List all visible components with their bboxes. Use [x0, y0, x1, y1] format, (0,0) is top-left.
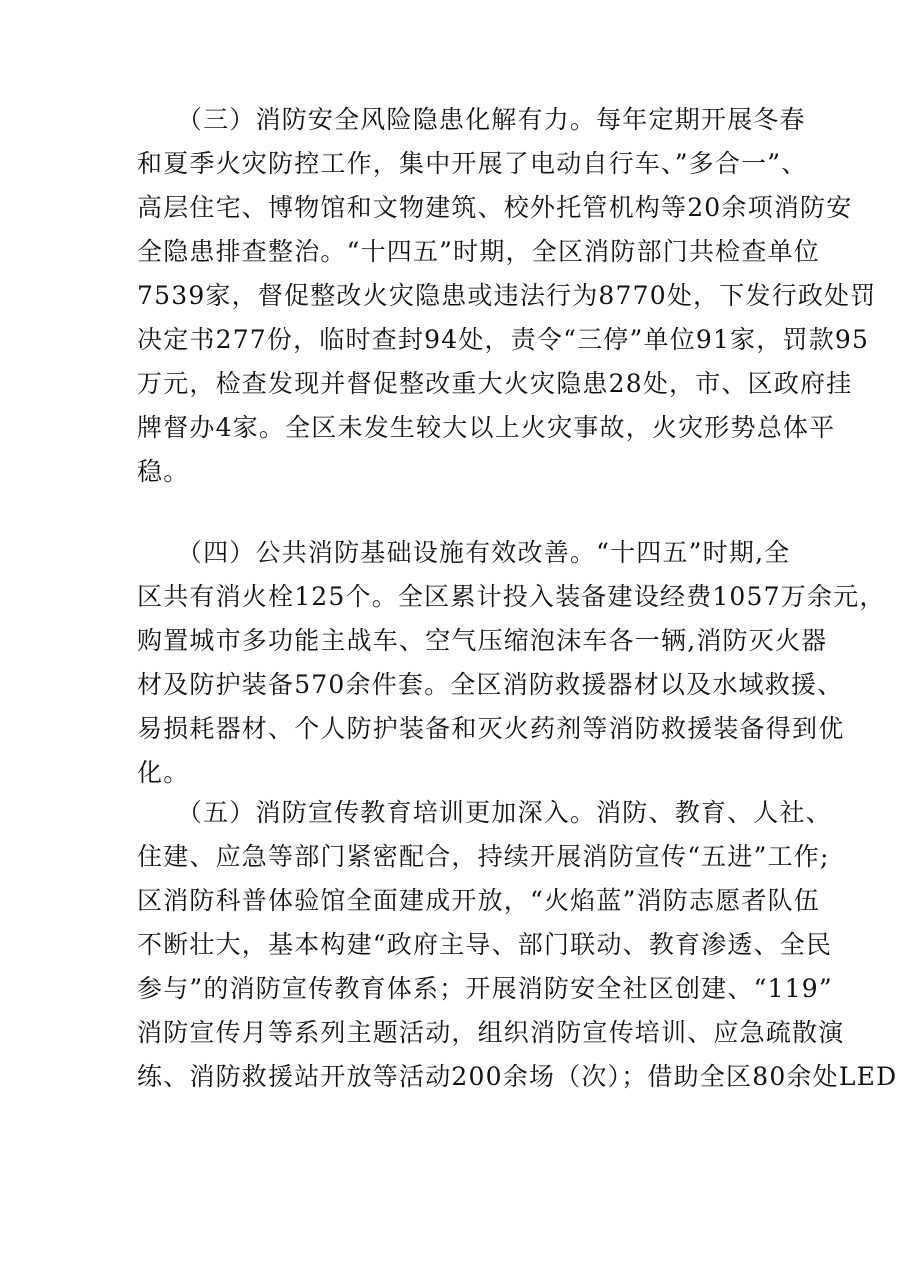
- text-line: 不断壮大，基本构建“政府主导、部门联动、教育渗透、全民: [137, 930, 833, 959]
- text-line: 购置城市多功能主战车、空气压缩泡沫车各一辆,消防灭火器: [137, 626, 828, 655]
- text-line: 住建、应急等部门紧密配合，持续开展消防宣传“五进”工作;: [137, 842, 830, 871]
- text-line: 消防宣传月等系列主题活动，组织消防宣传培训、应急疏散演: [137, 1018, 845, 1047]
- paragraph-public-facilities: [137, 531, 886, 795]
- text-line: 和夏季火灾防控工作，集中开展了电动自行车、”多合一”、: [137, 149, 808, 178]
- text-line: （四）公共消防基础设施有效改善。“十四五”时期,全: [137, 538, 791, 567]
- paragraph-education-training: [137, 791, 898, 1099]
- text-line: 区共有消火栓125个。全区累计投入装备建设经费1057万余元，: [137, 582, 886, 611]
- text-line: 高层住宅、博物馆和文物建筑、校外托管机构等20余项消防安: [137, 193, 853, 222]
- text-line: （三）消防安全风险隐患化解有力。每年定期开展冬春: [137, 105, 806, 134]
- text-line: 化。: [137, 758, 190, 787]
- paragraph-fire-risk: [137, 98, 877, 494]
- text-line: （五）消防宣传教育培训更加深入。消防、教育、人社、: [137, 798, 832, 827]
- text-line: 区消防科普体验馆全面建成开放，“火焰蓝”消防志愿者队伍: [137, 886, 820, 915]
- text-line: 万元，检查发现并督促整改重大火灾隐患28处，市、区政府挂: [137, 369, 853, 398]
- text-line: 全隐患排查整治。“十四五”时期，全区消防部门共检查单位: [137, 237, 820, 266]
- text-line: 材及防护装备570余件套。全区消防救援器材以及水域救援、: [137, 670, 844, 699]
- text-line: 决定书277份，临时查封94处，责令“三停”单位91家，罚款95: [137, 325, 870, 354]
- text-line: 牌督办4家。全区未发生较大以上火灾事故，火灾形势总体平: [137, 413, 836, 442]
- text-line: 7539家，督促整改火灾隐患或违法行为8770处，下发行政处罚: [137, 281, 877, 310]
- text-line: 易损耗器材、个人防护装备和灭火药剂等消防救援装备得到优: [137, 714, 845, 743]
- text-line: 稳。: [137, 457, 190, 486]
- text-line: 参与”的消防宣传教育体系；开展消防安全社区创建、“119”: [137, 974, 833, 1003]
- text-line: 练、消防救援站开放等活动200余场（次）；借助全区80余处LED: [137, 1062, 898, 1091]
